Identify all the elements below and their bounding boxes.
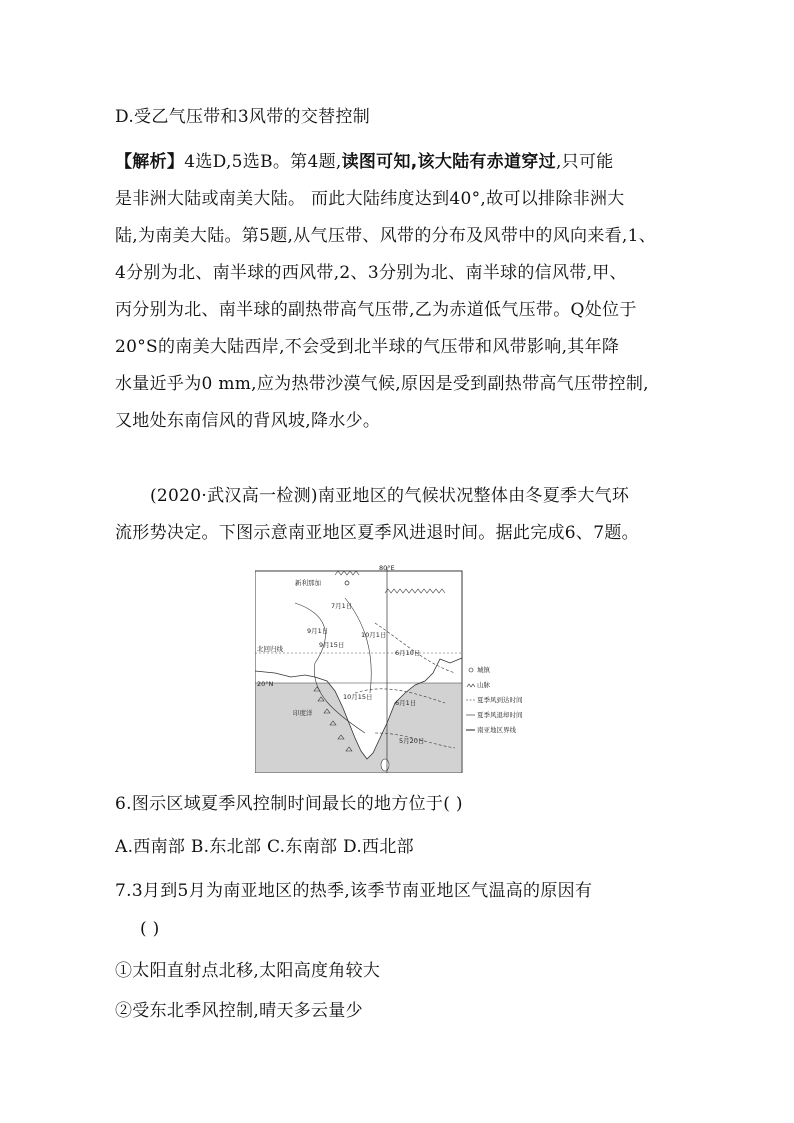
analysis-line-4: 4分别为北、南半球的西风带,2、3分别为北、南半球的信风带,甲、	[115, 263, 627, 283]
analysis-line-6: 20°S的南美大陆西岸,不会受到北半球的气压带和风带影响,其年降	[115, 337, 620, 357]
isochrone-label-6: 10月15日	[343, 693, 373, 701]
legend-arrival: 夏季风到达时间	[477, 696, 523, 704]
meridian-label: 80°E	[379, 564, 395, 572]
south-asia-monsoon-map	[255, 563, 535, 773]
question-7-paren: ( )	[140, 919, 160, 939]
question-7: 7.3月到5月为南亚地区的热季,该季节南亚地区气温高的原因有	[115, 881, 593, 901]
isochrone-label-2: 9月1日	[307, 627, 329, 635]
analysis-line-2: 是非洲大陆或南美大陆。 而此大陆纬度达到40°,故可以排除非洲大	[115, 189, 625, 209]
question-7-option-1: ①太阳直射点北移,太阳高度角较大	[115, 961, 381, 981]
city-label: 新利那加	[295, 579, 321, 587]
isochrone-label-4: 10月1日	[361, 631, 387, 639]
analysis-line-3: 陆,为南美大陆。第5题,从气压带、风带的分布及风带中的风向来看,1、	[115, 226, 657, 246]
analysis-text-c: ,只可能	[555, 152, 614, 172]
isochrone-label-5: 6月10日	[395, 649, 421, 657]
analysis-label: 【解析】	[115, 152, 185, 172]
legend-retreat: 夏季风退却时间	[477, 711, 523, 719]
intro-line-2: 流形势决定。下图示意南亚地区夏季风进退时间。据此完成6、7题。	[115, 523, 639, 543]
question-7-option-2: ②受东北季风控制,晴天多云量少	[115, 1001, 363, 1021]
isochrone-label-7: 6月1日	[395, 699, 417, 707]
isochrone-label-1: 7月1日	[331, 602, 353, 610]
question-6: 6.图示区域夏季风控制时间最长的地方位于( )	[115, 794, 463, 814]
ocean-label: 印度洋	[293, 709, 313, 717]
analysis-text-a: 4选D,5选B。第4题,	[184, 152, 342, 172]
tropic-label: 北回归线	[257, 645, 283, 653]
intro-line-1: (2020·武汉高一检测)南亚地区的气候状况整体由冬夏季大气环	[150, 486, 630, 506]
option-d-line: D.受乙气压带和3风带的交替控制	[115, 107, 371, 127]
legend-boundary: 南亚地区界线	[477, 726, 516, 734]
analysis-line-5: 丙分别为北、南半球的副热带高气压带,乙为赤道低气压带。Q处位于	[115, 300, 637, 320]
analysis-line-1	[115, 151, 695, 173]
analysis-line-8: 又地处东南信风的背风坡,降水少。	[115, 411, 381, 431]
legend-mountain: 山脉	[477, 681, 490, 689]
parallel-label: 20°N	[257, 680, 274, 688]
isochrone-label-3: 9月15日	[319, 641, 345, 649]
legend-city: 城镇	[477, 666, 490, 674]
question-6-options: A.西南部 B.东北部 C.东南部 D.西北部	[115, 837, 414, 857]
analysis-line-7: 水量近乎为0 mm,应为热带沙漠气候,原因是受到副热带高气压带控制,	[115, 374, 649, 394]
analysis-text-bold: 读图可知,该大陆有赤道穿过	[341, 152, 556, 172]
isochrone-label-8: 5月20日	[399, 737, 425, 745]
